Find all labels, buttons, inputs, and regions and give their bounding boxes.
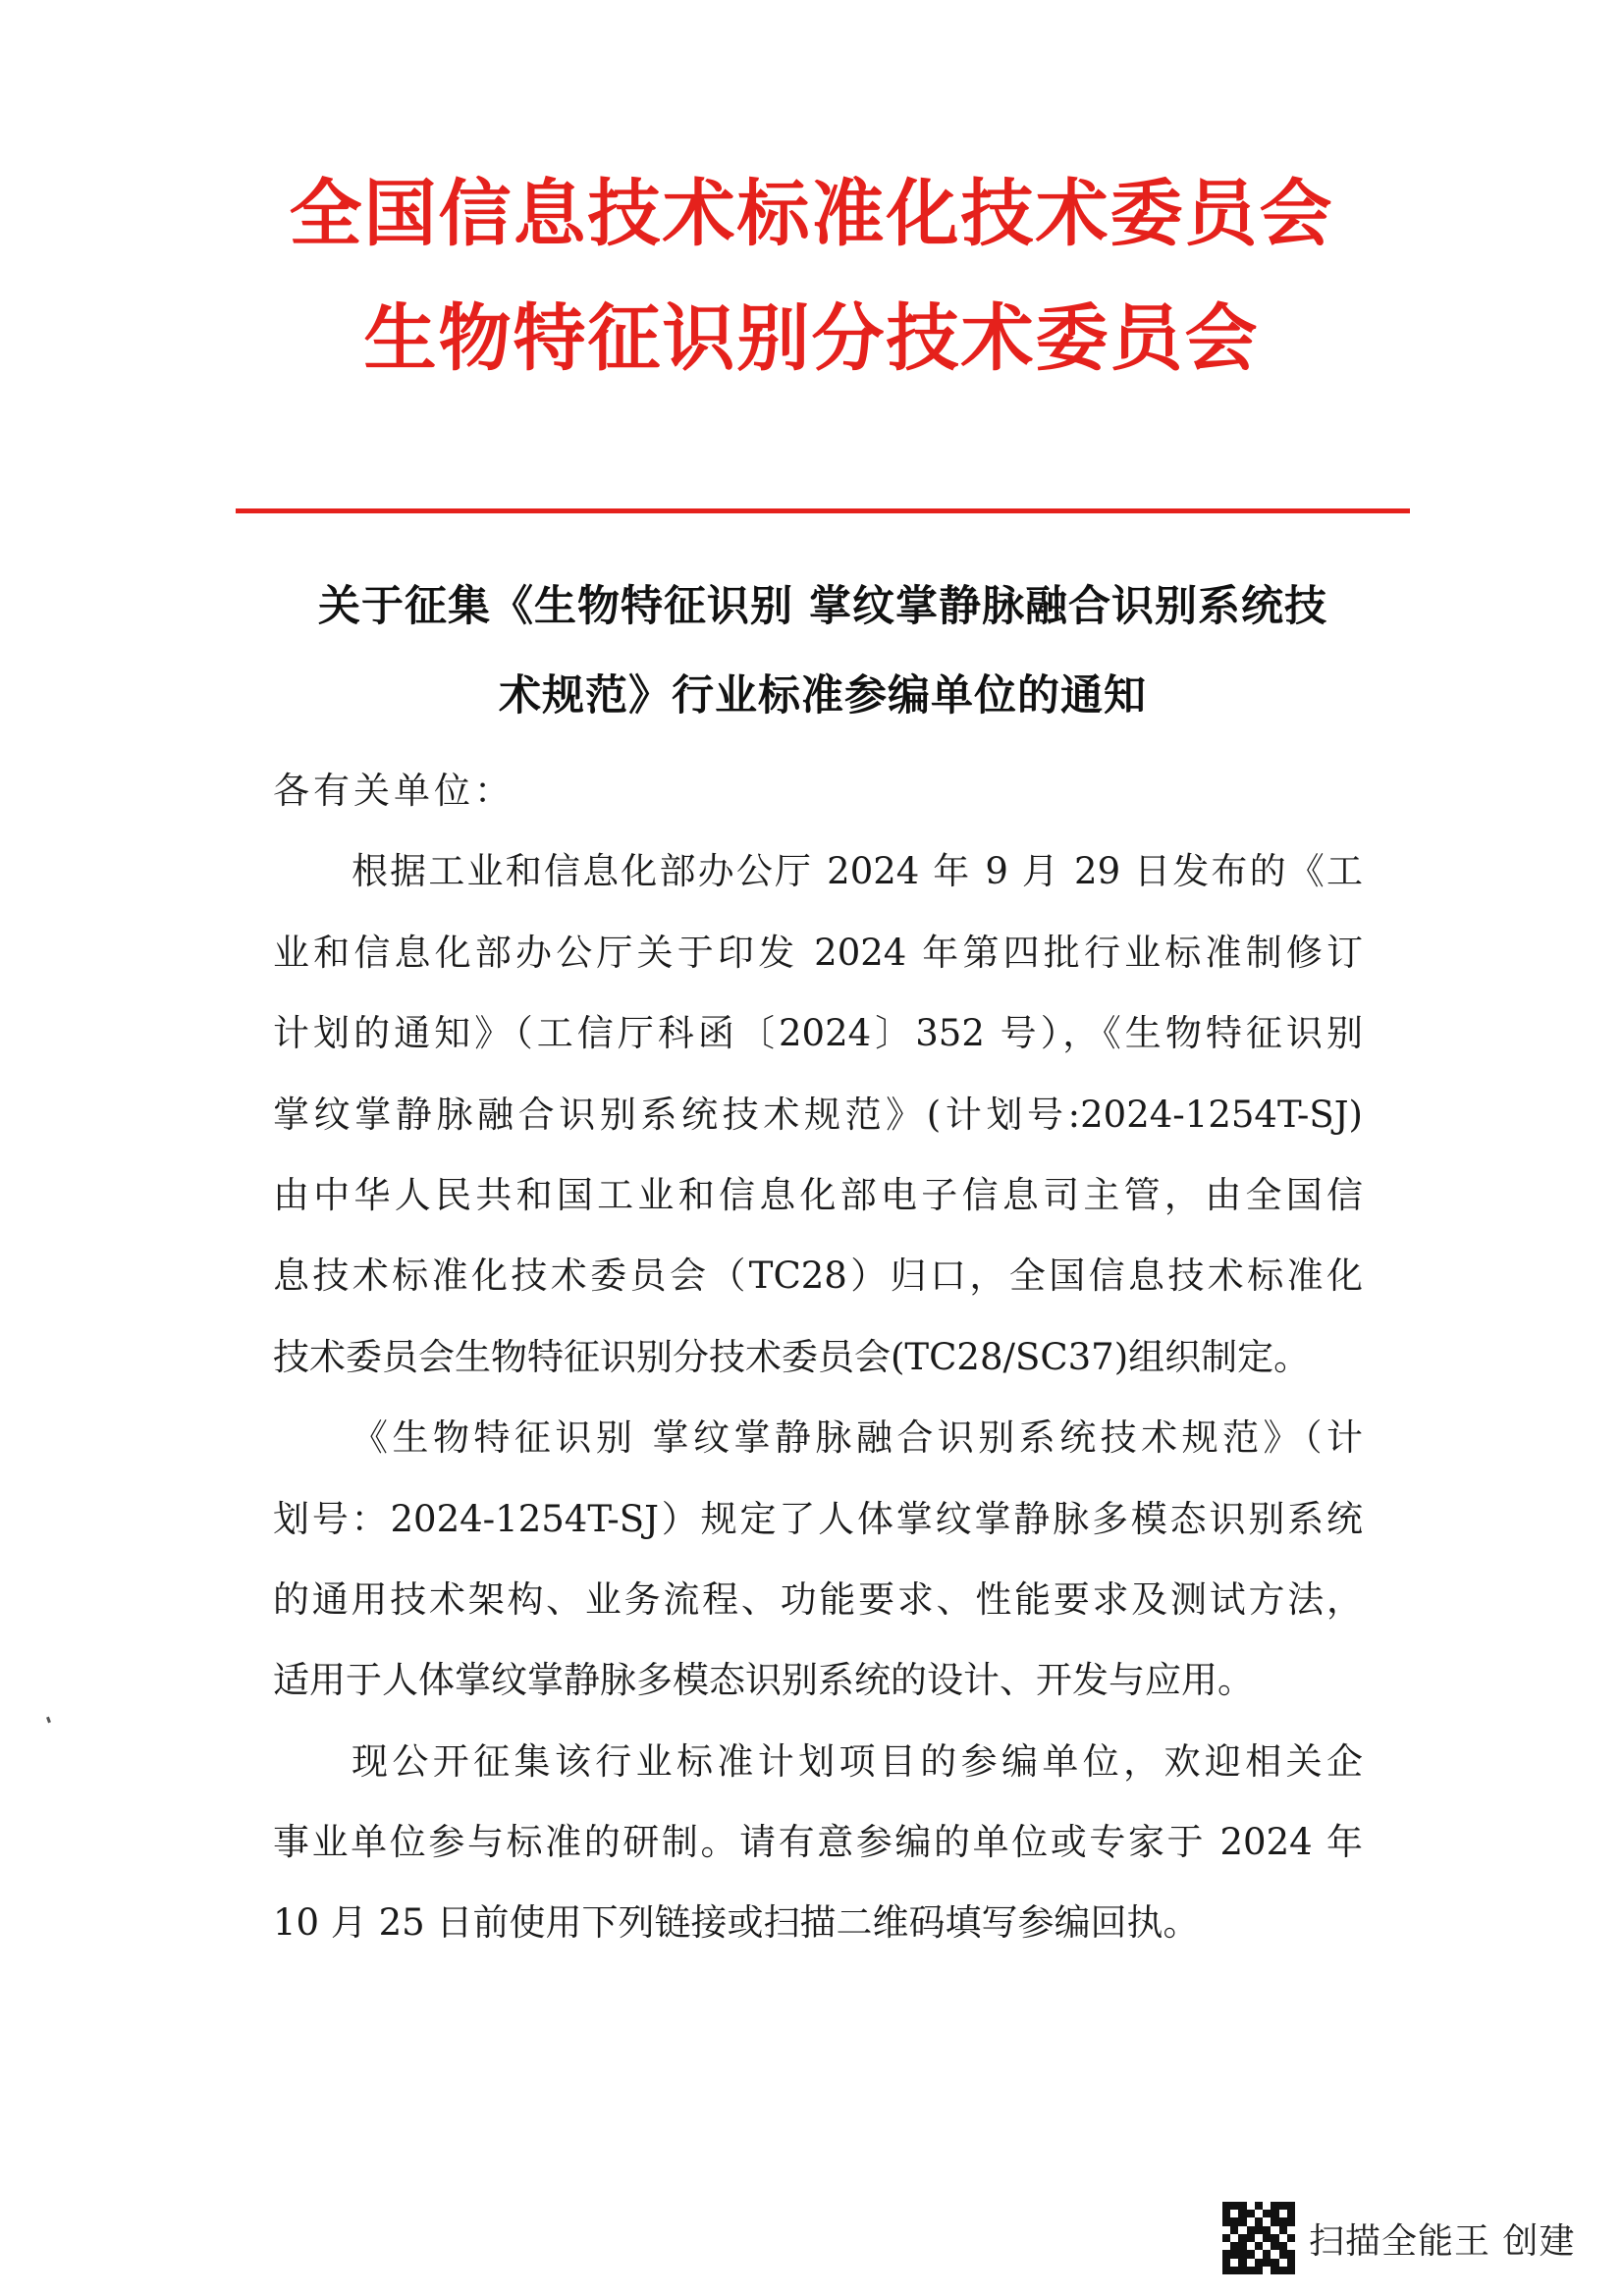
body-line: 的通用技术架构、业务流程、功能要求、性能要求及测试方法，	[273, 1577, 1363, 1621]
body-line: 技术委员会生物特征识别分技术委员会(TC28/SC37)组织制定。	[273, 1335, 1311, 1378]
document-title-line-1: 关于征集《生物特征识别 掌纹掌静脉融合识别系统技	[318, 582, 1327, 631]
qr-code-icon	[1222, 2202, 1295, 2274]
document-body	[273, 751, 1363, 1964]
body-line: 掌纹掌静脉融合识别系统技术规范》(计划号:2024-1254T-SJ)	[273, 1093, 1363, 1136]
body-line: 适用于人体掌纹掌静脉多模态识别系统的设计、开发与应用。	[273, 1659, 1254, 1702]
header-divider	[236, 508, 1410, 513]
body-line: 现公开征集该行业标准计划项目的参编单位，欢迎相关企	[352, 1739, 1363, 1783]
salutation: 各有关单位：	[273, 770, 514, 812]
body-line: 业和信息化部办公厅关于印发 2024 年第四批行业标准制修订	[273, 931, 1363, 974]
subcommittee-name: 生物特征识别分技术委员会	[363, 296, 1260, 381]
body-line: 事业单位参与标准的研制。请有意参编的单位或专家于 2024 年	[273, 1821, 1363, 1864]
body-line: 10 月 25 日前使用下列链接或扫描二维码填写参编回执。	[273, 1901, 1200, 1945]
body-line: 由中华人民共和国工业和信息化部电子信息司主管，由全国信	[273, 1173, 1363, 1216]
scan-speck	[46, 1717, 51, 1724]
committee-name: 全国信息技术标准化技术委员会	[289, 172, 1334, 256]
body-line: 划号：2024-1254T-SJ）规定了人体掌纹掌静脉多模态识别系统	[273, 1497, 1363, 1540]
body-line: 计划的通知》（工信厅科函〔2024〕352 号），《生物特征识别	[273, 1012, 1363, 1055]
body-line: 《生物特征识别 掌纹掌静脉融合识别系统技术规范》（计	[352, 1416, 1363, 1460]
document-title-line-2: 术规范》行业标准参编单位的通知	[499, 671, 1147, 721]
body-line: 息技术标准化技术委员会（TC28）归口，全国信息技术标准化	[273, 1255, 1363, 1298]
watermark-text: 扫描全能王 创建	[1309, 2220, 1576, 2262]
scanner-watermark	[1222, 2202, 1575, 2274]
body-line: 根据工业和信息化部办公厅 2024 年 9 月 29 日发布的《工	[352, 850, 1363, 893]
